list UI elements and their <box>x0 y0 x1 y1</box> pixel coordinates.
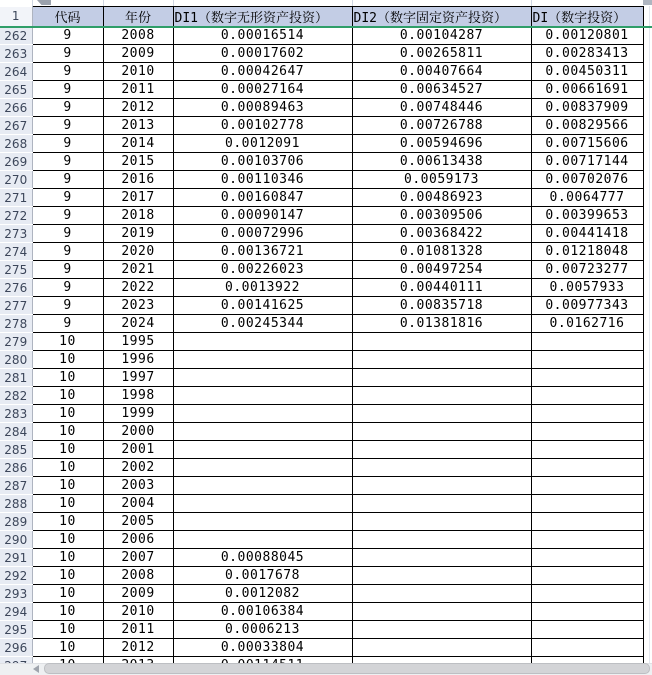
row-header[interactable]: 271 <box>0 189 32 207</box>
cell-di[interactable] <box>531 477 643 495</box>
cell-di1[interactable]: 0.00106384 <box>173 603 352 621</box>
spreadsheet-grid <box>0 6 644 675</box>
row-header[interactable]: 290 <box>0 531 32 549</box>
cell-code[interactable]: 10 <box>32 549 103 567</box>
cell-code[interactable]: 9 <box>32 279 103 297</box>
cell-code[interactable]: 10 <box>32 567 103 585</box>
cell-code[interactable]: 10 <box>32 639 103 657</box>
top-right-partial-element <box>643 0 652 5</box>
cell-di1[interactable] <box>173 405 352 423</box>
cell-di2[interactable]: 0.00440111 <box>352 279 531 297</box>
sheet-row <box>0 63 643 81</box>
sheet-row <box>0 279 643 297</box>
gridline <box>352 0 353 6</box>
sheet-row <box>0 207 643 225</box>
row-header[interactable]: 291 <box>0 549 32 567</box>
cell-di2[interactable] <box>352 333 531 351</box>
cell-code[interactable]: 10 <box>32 621 103 639</box>
cell-year[interactable]: 2023 <box>103 297 173 315</box>
horizontal-scrollbar-thumb[interactable] <box>44 663 650 674</box>
cell-year[interactable]: 2001 <box>103 441 173 459</box>
gridline <box>531 0 532 6</box>
cell-di1[interactable] <box>173 495 352 513</box>
cell-di1[interactable]: 0.00110346 <box>173 171 352 189</box>
cell-di[interactable] <box>531 333 643 351</box>
top-partial-row <box>0 0 652 6</box>
cell-year[interactable]: 2002 <box>103 459 173 477</box>
cell-code[interactable]: 10 <box>32 387 103 405</box>
column-header-year[interactable]: 年份 <box>103 7 173 27</box>
row-header[interactable]: 285 <box>0 441 32 459</box>
cell-di[interactable]: 0.00723277 <box>531 261 643 279</box>
cell-di1[interactable]: 0.00016514 <box>173 27 352 45</box>
cell-code[interactable]: 10 <box>32 351 103 369</box>
cell-di1[interactable]: 0.00088045 <box>173 549 352 567</box>
cell-di2[interactable]: 0.00265811 <box>352 45 531 63</box>
column-header-di[interactable]: DI（数字投资） <box>531 7 643 27</box>
gridline <box>649 6 650 675</box>
column-header-code[interactable]: 代码 <box>32 7 103 27</box>
cell-di[interactable] <box>531 549 643 567</box>
sheet-row <box>0 225 643 243</box>
cell-di2[interactable]: 0.00104287 <box>352 27 531 45</box>
cell-year[interactable]: 1999 <box>103 405 173 423</box>
cell-year[interactable]: 2010 <box>103 603 173 621</box>
cell-year[interactable]: 2008 <box>103 27 173 45</box>
cell-year[interactable]: 2011 <box>103 621 173 639</box>
cell-di2[interactable] <box>352 639 531 657</box>
cell-year[interactable]: 1995 <box>103 333 173 351</box>
row-header[interactable]: 286 <box>0 459 32 477</box>
row-header[interactable]: 265 <box>0 81 32 99</box>
cell-di[interactable]: 0.00837909 <box>531 99 643 117</box>
row-header[interactable]: 264 <box>0 63 32 81</box>
row-header[interactable]: 281 <box>0 369 32 387</box>
cell-di[interactable] <box>531 531 643 549</box>
cell-year[interactable]: 2000 <box>103 423 173 441</box>
cell-di1[interactable] <box>173 441 352 459</box>
sheet-row <box>0 405 643 423</box>
cell-di[interactable] <box>531 369 643 387</box>
cell-di1[interactable] <box>173 459 352 477</box>
cell-di2[interactable]: 0.00613438 <box>352 153 531 171</box>
cell-code[interactable]: 10 <box>32 495 103 513</box>
sheet-row <box>0 423 643 441</box>
cell-code[interactable]: 10 <box>32 477 103 495</box>
cell-di2[interactable]: 0.01081328 <box>352 243 531 261</box>
sheet-row <box>0 243 643 261</box>
cell-di1[interactable] <box>173 477 352 495</box>
cell-di1[interactable]: 0.00072996 <box>173 225 352 243</box>
cell-year[interactable]: 2005 <box>103 513 173 531</box>
cell-di1[interactable] <box>173 387 352 405</box>
cell-di1[interactable] <box>173 351 352 369</box>
row-header[interactable]: 279 <box>0 333 32 351</box>
sheet-row <box>0 135 643 153</box>
cell-di[interactable]: 0.00441418 <box>531 225 643 243</box>
cell-code[interactable]: 9 <box>32 243 103 261</box>
cell-code[interactable]: 10 <box>32 369 103 387</box>
sheet-row <box>0 189 643 207</box>
cell-di1[interactable]: 0.00141625 <box>173 297 352 315</box>
cell-di1[interactable] <box>173 531 352 549</box>
cell-di1[interactable]: 0.00042647 <box>173 63 352 81</box>
cell-di[interactable]: 0.0057933 <box>531 279 643 297</box>
sheet-row <box>0 369 643 387</box>
cell-di2[interactable] <box>352 459 531 477</box>
row-header[interactable]: 296 <box>0 639 32 657</box>
cell-di1[interactable]: 0.00033804 <box>173 639 352 657</box>
row-header[interactable]: 284 <box>0 423 32 441</box>
cell-di2[interactable] <box>352 585 531 603</box>
cell-code[interactable]: 10 <box>32 459 103 477</box>
cell-di1[interactable] <box>173 513 352 531</box>
sheet-row <box>0 495 643 513</box>
row-header-1[interactable]: 1 <box>0 7 32 27</box>
sheet-row <box>0 549 643 567</box>
row-header[interactable]: 275 <box>0 261 32 279</box>
sheet-row <box>0 297 643 315</box>
row-header[interactable]: 263 <box>0 45 32 63</box>
row-header[interactable]: 266 <box>0 99 32 117</box>
cell-year[interactable]: 2016 <box>103 171 173 189</box>
cell-di[interactable]: 0.00661691 <box>531 81 643 99</box>
cell-di1[interactable]: 0.00160847 <box>173 189 352 207</box>
cell-di1[interactable] <box>173 369 352 387</box>
cell-di[interactable] <box>531 603 643 621</box>
cell-di1[interactable]: 0.00090147 <box>173 207 352 225</box>
cell-di[interactable] <box>531 621 643 639</box>
row-header[interactable]: 280 <box>0 351 32 369</box>
sheet-row <box>0 639 643 657</box>
cell-code[interactable]: 9 <box>32 81 103 99</box>
cell-year[interactable]: 2018 <box>103 207 173 225</box>
cell-di[interactable] <box>531 639 643 657</box>
cell-year[interactable]: 2020 <box>103 243 173 261</box>
row-header[interactable]: 269 <box>0 153 32 171</box>
row-header[interactable]: 283 <box>0 405 32 423</box>
cell-di1[interactable]: 0.00226023 <box>173 261 352 279</box>
cell-year[interactable]: 2004 <box>103 495 173 513</box>
row-header[interactable]: 270 <box>0 171 32 189</box>
cell-year[interactable]: 2012 <box>103 99 173 117</box>
cell-di1[interactable]: 0.0006213 <box>173 621 352 639</box>
cell-di[interactable]: 0.0064777 <box>531 189 643 207</box>
sheet-row <box>0 531 643 549</box>
cell-year[interactable]: 2009 <box>103 585 173 603</box>
cell-di2[interactable] <box>352 531 531 549</box>
horizontal-scrollbar[interactable] <box>0 663 652 675</box>
cell-di1[interactable]: 0.0017678 <box>173 567 352 585</box>
cell-di2[interactable]: 0.00634527 <box>352 81 531 99</box>
sheet-row <box>0 45 643 63</box>
cell-year[interactable]: 2021 <box>103 261 173 279</box>
sheet-row <box>0 351 643 369</box>
cell-year[interactable]: 2003 <box>103 477 173 495</box>
sheet-row <box>0 153 643 171</box>
cell-di2[interactable] <box>352 621 531 639</box>
cell-year[interactable]: 2015 <box>103 153 173 171</box>
sheet-row <box>0 261 643 279</box>
sheet-row <box>0 441 643 459</box>
gridline <box>173 0 174 6</box>
cell-di2[interactable] <box>352 405 531 423</box>
sheet-row <box>0 99 643 117</box>
cell-code[interactable]: 10 <box>32 513 103 531</box>
cell-di1[interactable]: 0.00245344 <box>173 315 352 333</box>
row-header[interactable]: 294 <box>0 603 32 621</box>
row-header[interactable]: 272 <box>0 207 32 225</box>
cell-di2[interactable] <box>352 495 531 513</box>
cell-di2[interactable]: 0.00309506 <box>352 207 531 225</box>
cell-year[interactable]: 2024 <box>103 315 173 333</box>
cell-code[interactable]: 9 <box>32 171 103 189</box>
select-corner-triangle-icon <box>37 0 51 5</box>
sheet-row <box>0 621 643 639</box>
cell-di[interactable]: 0.00702076 <box>531 171 643 189</box>
cell-di[interactable] <box>531 459 643 477</box>
cell-year[interactable]: 2008 <box>103 567 173 585</box>
cell-di[interactable] <box>531 351 643 369</box>
row-header[interactable]: 282 <box>0 387 32 405</box>
cell-year[interactable]: 2022 <box>103 279 173 297</box>
cell-di1[interactable]: 0.00102778 <box>173 117 352 135</box>
cell-code[interactable]: 9 <box>32 207 103 225</box>
cell-code[interactable]: 10 <box>32 405 103 423</box>
cell-di[interactable]: 0.00829566 <box>531 117 643 135</box>
row-header[interactable]: 267 <box>0 117 32 135</box>
cell-di2[interactable] <box>352 423 531 441</box>
cell-di2[interactable]: 0.00407664 <box>352 63 531 81</box>
cell-di[interactable]: 0.00120801 <box>531 27 643 45</box>
cell-year[interactable]: 2007 <box>103 549 173 567</box>
cell-year[interactable]: 2014 <box>103 135 173 153</box>
cell-di2[interactable] <box>352 549 531 567</box>
cell-di2[interactable] <box>352 441 531 459</box>
cell-year[interactable]: 2017 <box>103 189 173 207</box>
cell-di2[interactable]: 0.00486923 <box>352 189 531 207</box>
sheet-body <box>0 27 643 675</box>
cell-di1[interactable]: 0.00027164 <box>173 81 352 99</box>
cell-di1[interactable]: 0.0013922 <box>173 279 352 297</box>
sheet-row <box>0 513 643 531</box>
cell-code[interactable]: 9 <box>32 297 103 315</box>
frozen-header-row <box>0 7 643 27</box>
cell-year[interactable]: 1998 <box>103 387 173 405</box>
cell-year[interactable]: 2010 <box>103 63 173 81</box>
cell-di[interactable]: 0.00450311 <box>531 63 643 81</box>
cell-di[interactable] <box>531 405 643 423</box>
sheet-row <box>0 333 643 351</box>
sheet-row <box>0 477 643 495</box>
cell-di1[interactable]: 0.0012082 <box>173 585 352 603</box>
row-header[interactable]: 274 <box>0 243 32 261</box>
sheet-row <box>0 567 643 585</box>
cell-code[interactable]: 10 <box>32 423 103 441</box>
cell-di[interactable] <box>531 585 643 603</box>
cell-code[interactable]: 10 <box>32 441 103 459</box>
cell-code[interactable]: 10 <box>32 333 103 351</box>
cell-di[interactable] <box>531 567 643 585</box>
row-header[interactable]: 276 <box>0 279 32 297</box>
cell-di2[interactable]: 0.00835718 <box>352 297 531 315</box>
cell-year[interactable]: 1997 <box>103 369 173 387</box>
cell-code[interactable]: 10 <box>32 603 103 621</box>
cell-di[interactable]: 0.00399653 <box>531 207 643 225</box>
row-header[interactable]: 287 <box>0 477 32 495</box>
cell-di[interactable] <box>531 423 643 441</box>
cell-di[interactable]: 0.00717144 <box>531 153 643 171</box>
row-header[interactable]: 295 <box>0 621 32 639</box>
cell-code[interactable]: 9 <box>32 315 103 333</box>
row-header[interactable]: 268 <box>0 135 32 153</box>
cell-di2[interactable]: 0.00726788 <box>352 117 531 135</box>
cell-di[interactable]: 0.0162716 <box>531 315 643 333</box>
cell-code[interactable]: 9 <box>32 153 103 171</box>
cell-di2[interactable]: 0.00497254 <box>352 261 531 279</box>
cell-code[interactable]: 9 <box>32 261 103 279</box>
cell-code[interactable]: 9 <box>32 63 103 81</box>
cell-di[interactable] <box>531 495 643 513</box>
cell-di1[interactable]: 0.00017602 <box>173 45 352 63</box>
cell-code[interactable]: 9 <box>32 135 103 153</box>
cell-di1[interactable]: 0.0012091 <box>173 135 352 153</box>
cell-code[interactable]: 9 <box>32 225 103 243</box>
cell-code[interactable]: 10 <box>32 585 103 603</box>
row-header[interactable]: 278 <box>0 315 32 333</box>
row-header[interactable]: 262 <box>0 27 32 45</box>
cell-code[interactable]: 10 <box>32 531 103 549</box>
row-header[interactable]: 293 <box>0 585 32 603</box>
cell-di2[interactable] <box>352 603 531 621</box>
sheet-row <box>0 117 643 135</box>
cell-di2[interactable]: 0.01381816 <box>352 315 531 333</box>
cell-year[interactable]: 2011 <box>103 81 173 99</box>
freeze-pane-line <box>0 26 652 28</box>
cell-year[interactable]: 2006 <box>103 531 173 549</box>
row-header[interactable]: 292 <box>0 567 32 585</box>
sheet-row <box>0 27 643 45</box>
cell-code[interactable]: 9 <box>32 117 103 135</box>
cell-di2[interactable] <box>352 567 531 585</box>
column-header-di2[interactable]: DI2（数字固定资产投资） <box>352 7 531 27</box>
cell-di2[interactable]: 0.00368422 <box>352 225 531 243</box>
column-header-di1[interactable]: DI1（数字无形资产投资） <box>173 7 352 27</box>
cell-di[interactable] <box>531 387 643 405</box>
cell-di[interactable]: 0.00283413 <box>531 45 643 63</box>
gridline <box>103 0 104 6</box>
cell-di[interactable] <box>531 441 643 459</box>
cell-di[interactable]: 0.00977343 <box>531 297 643 315</box>
row-header[interactable]: 273 <box>0 225 32 243</box>
cell-di[interactable]: 0.00715606 <box>531 135 643 153</box>
cell-di[interactable]: 0.01218048 <box>531 243 643 261</box>
cell-di1[interactable]: 0.00089463 <box>173 99 352 117</box>
cell-di2[interactable]: 0.0059173 <box>352 171 531 189</box>
sheet-row <box>0 603 643 621</box>
row-header[interactable]: 289 <box>0 513 32 531</box>
sheet-row <box>0 459 643 477</box>
row-header[interactable]: 277 <box>0 297 32 315</box>
cell-year[interactable]: 2012 <box>103 639 173 657</box>
cell-year[interactable]: 2013 <box>103 117 173 135</box>
cell-di1[interactable] <box>173 333 352 351</box>
cell-di2[interactable] <box>352 477 531 495</box>
cell-year[interactable]: 2019 <box>103 225 173 243</box>
cell-di2[interactable] <box>352 369 531 387</box>
sheet-row <box>0 585 643 603</box>
cell-year[interactable]: 1996 <box>103 351 173 369</box>
cell-di2[interactable]: 0.00748446 <box>352 99 531 117</box>
cell-code[interactable]: 9 <box>32 45 103 63</box>
gridline <box>32 0 33 6</box>
cell-di1[interactable]: 0.00136721 <box>173 243 352 261</box>
cell-di1[interactable] <box>173 423 352 441</box>
cell-di1[interactable]: 0.00103706 <box>173 153 352 171</box>
cell-di2[interactable] <box>352 387 531 405</box>
cell-di2[interactable]: 0.00594696 <box>352 135 531 153</box>
sheet-row <box>0 387 643 405</box>
scroll-left-arrow-icon[interactable] <box>33 665 39 673</box>
cell-code[interactable]: 9 <box>32 189 103 207</box>
cell-year[interactable]: 2009 <box>103 45 173 63</box>
cell-di2[interactable] <box>352 351 531 369</box>
sheet-row <box>0 81 643 99</box>
sheet-row <box>0 171 643 189</box>
sheet-row <box>0 315 643 333</box>
cell-code[interactable]: 9 <box>32 27 103 45</box>
cell-di2[interactable] <box>352 513 531 531</box>
cell-di[interactable] <box>531 513 643 531</box>
cell-code[interactable]: 9 <box>32 99 103 117</box>
row-header[interactable]: 288 <box>0 495 32 513</box>
